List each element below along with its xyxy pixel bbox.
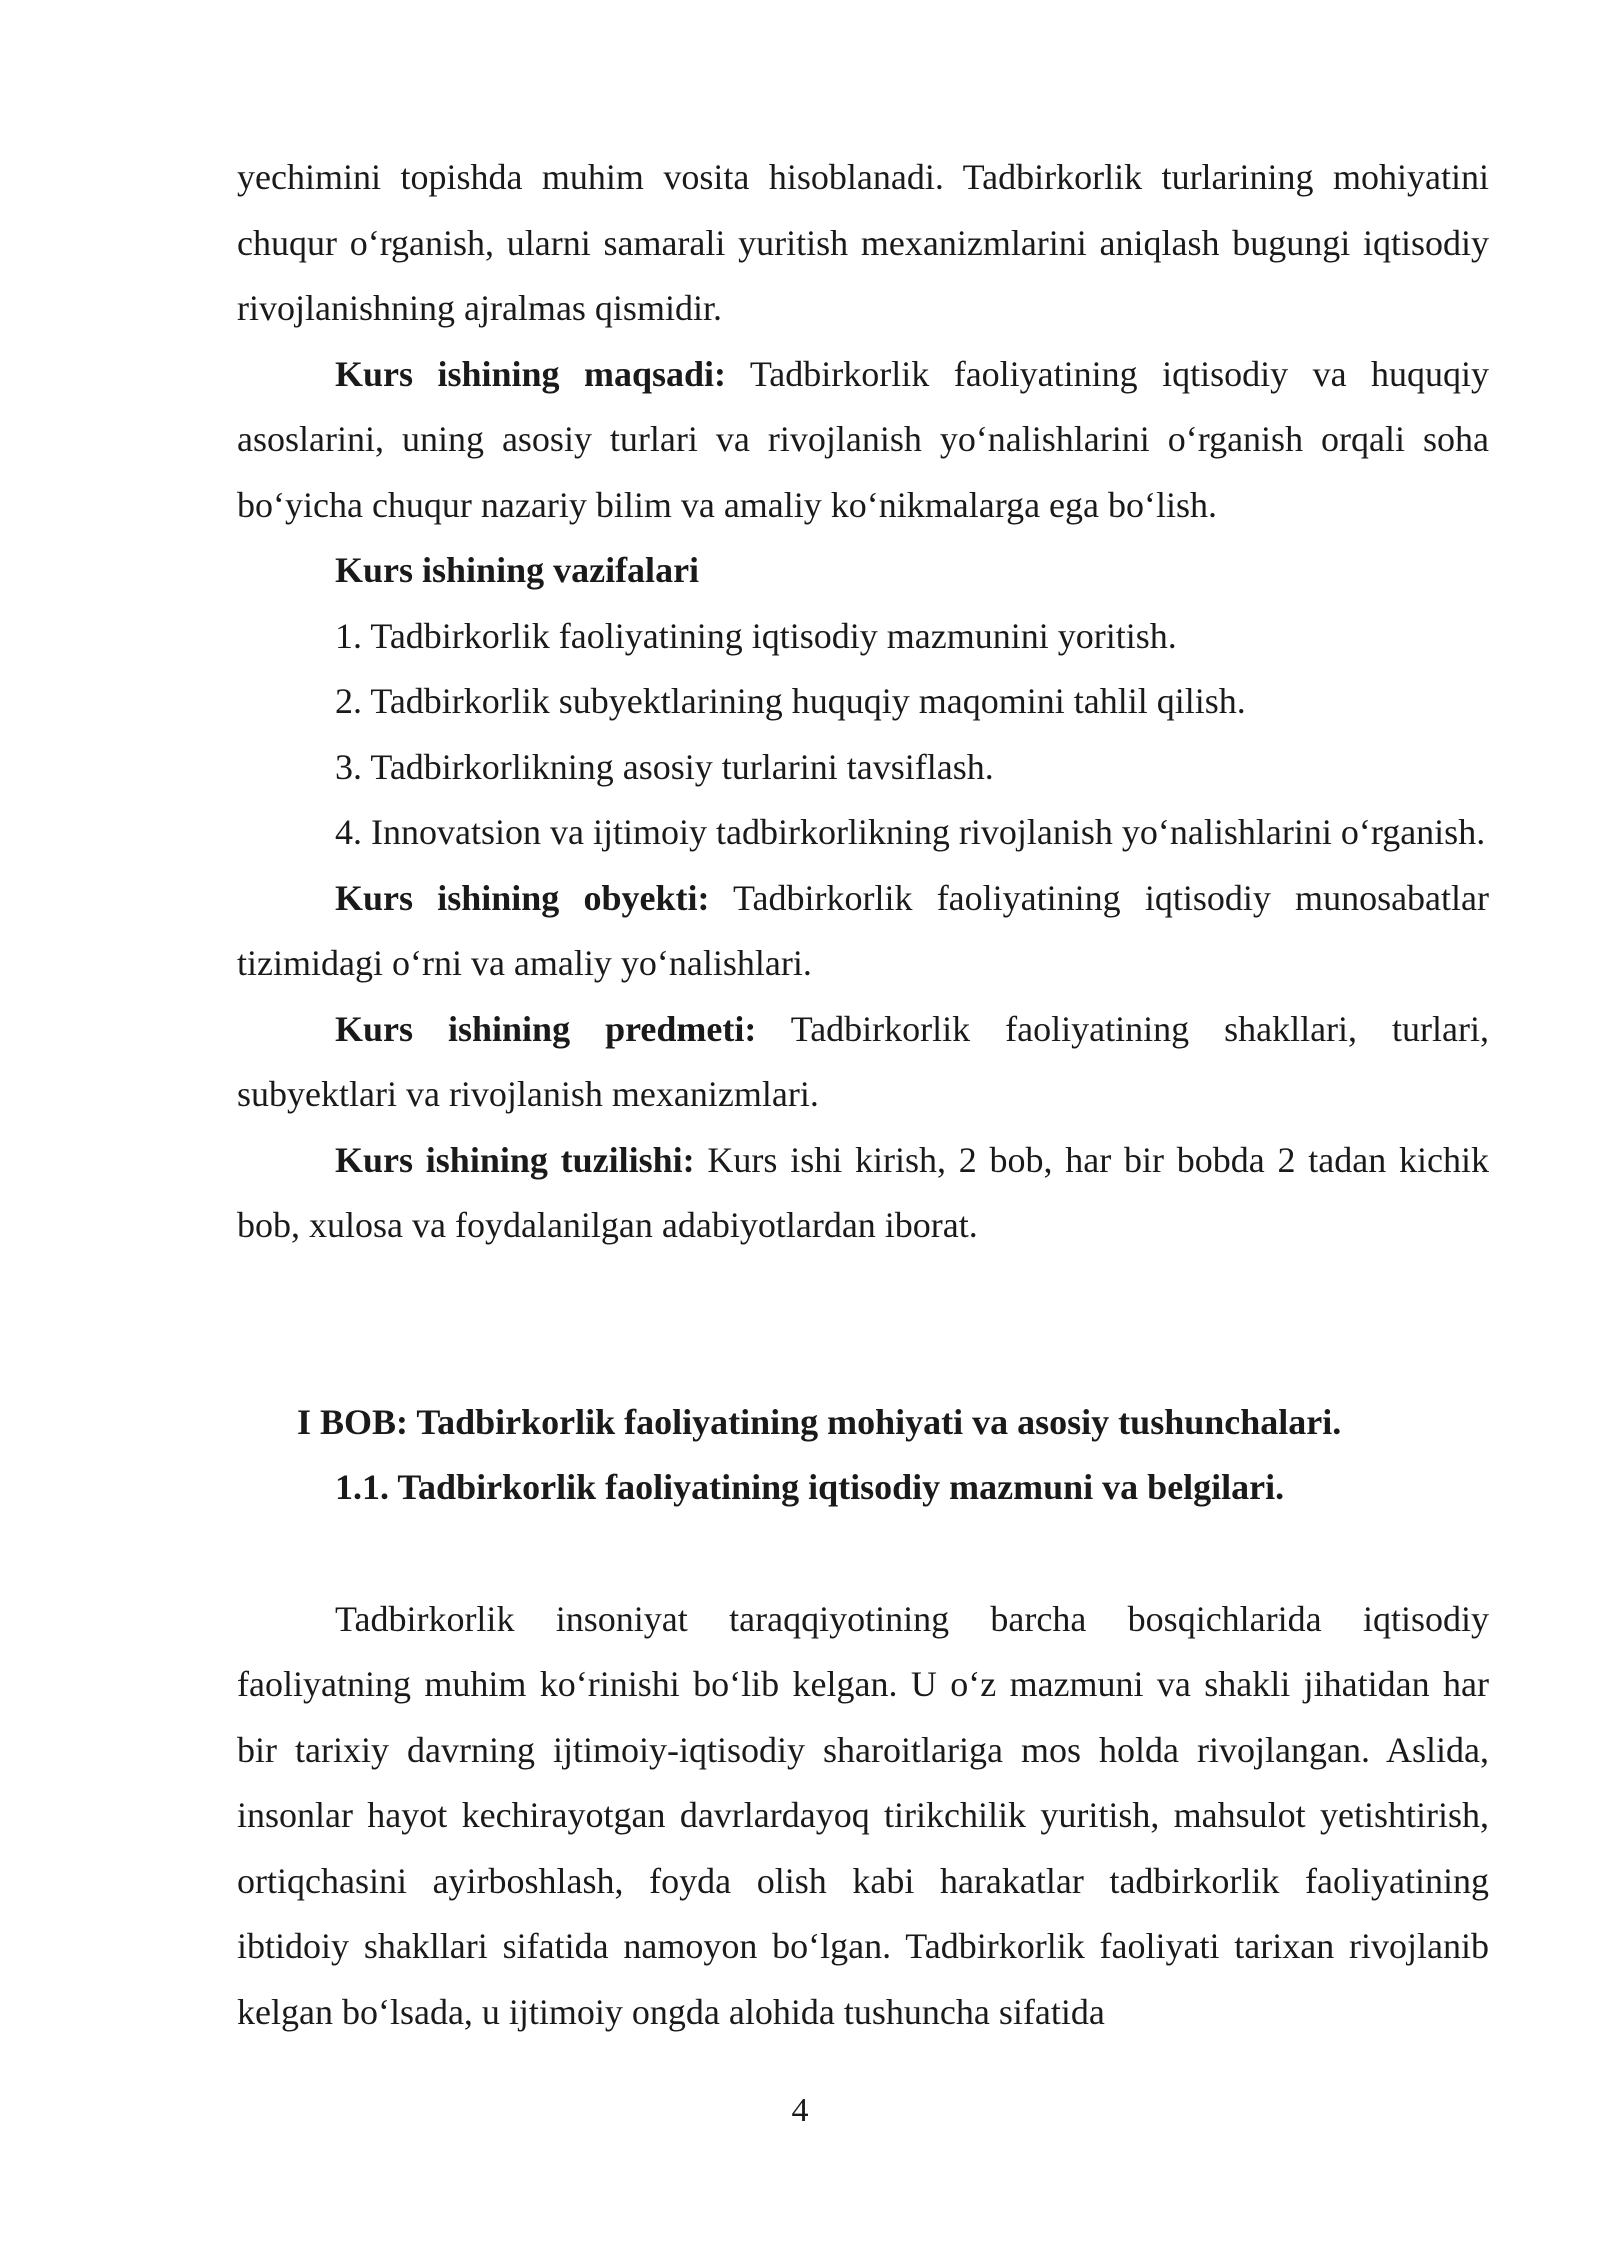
object-label: Kurs ishining obyekti: (335, 877, 710, 918)
task-item-2: 2. Tadbirkorlik subyektlarining huquqiy maqomini tahlil qilish. (335, 681, 1246, 721)
page-number: 4 (791, 2092, 809, 2129)
subject-label: Kurs ishining predmeti: (335, 1008, 757, 1049)
subject-paragraph (237, 997, 1489, 1128)
goal-paragraph (237, 342, 1489, 539)
subject-text: Tadbirkorlik faoliyatining shakllari, turlari, subyektlari va rivojlanish mexanizmlari. (237, 1008, 1489, 1114)
structure-label: Kurs ishining tuzilishi: (335, 1139, 695, 1180)
tasks-heading: Kurs ishining vazifalari (335, 550, 700, 590)
object-paragraph (237, 866, 1489, 997)
intro-continuation-paragraph: yechimini topishda muhim vosita hisoblanadi. Tadbirkorlik turlarining mohiyatini chuqur o‘rganish, ularni samarali yuritish mexanizmlarini aniqlash bugungi iqtisodiy rivojlanishning ajralmas qismidir. (237, 157, 1489, 328)
object-text: Tadbirkorlik faoliyatining iqtisodiy munosabatlar tizimidagi o‘rni va amaliy yo‘nalishlari. (237, 877, 1490, 983)
goal-text: Tadbirkorlik faoliyatining iqtisodiy va huquqiy asoslarini, uning asosiy turlari va rivojlanish yo‘nalishlarini o‘rganish orqali soha bo‘yicha chuqur nazariy bilim va amaliy ko‘nikmalarga ega bo‘lish. (237, 353, 1490, 525)
document-page (237, 145, 1489, 2045)
structure-paragraph (237, 1128, 1489, 1259)
heading-spacer (237, 1521, 1489, 1587)
goal-label: Kurs ishining maqsadi: (335, 353, 727, 394)
section-title: 1.1. Tadbirkorlik faoliyatining iqtisodiy mazmuni va belgilari. (335, 1467, 1285, 1507)
chapter-title: I BOB: Tadbirkorlik faoliyatining mohiyati va asosiy tushunchalari. (297, 1401, 1342, 1442)
task-item-1: 1. Tadbirkorlik faoliyatining iqtisodiy mazmunini yoritish. (335, 615, 1177, 656)
structure-text: Kurs ishi kirish, 2 bob, har bir bobda 2 tadan kichik bob, xulosa va foydalanilgan adabiyotlardan iborat. (237, 1139, 1490, 1245)
task-item-4: 4. Innovatsion va ijtimoiy tadbirkorlikning rivojlanish yo‘nalishlarini o‘rganish. (335, 812, 1486, 852)
body-paragraph: Tadbirkorlik insoniyat taraqqiyotining barcha bosqichlarida iqtisodiy faoliyatning muhim ko‘rinishi bo‘lib kelgan. U o‘z mazmuni va shakli jihatidan har bir tarixiy davrning ijtimoiy-iqtisodiy sharoitlariga mos holda rivojlangan. Aslida, insonlar hayot kechirayotgan davrlardayoq tirikchilik yuritish, mahsulot yetishtirish, ortiqchasini ayirboshlash, foyda olish kabi harakatlar tadbirkorlik faoliyatining ibtidoiy shakllari sifatida namoyon bo‘lgan. Tadbirkorlik faoliyati tarixan rivojlanib kelgan bo‘lsada, u ijtimoiy ongda alohida tushuncha sifatida (237, 1598, 1489, 2032)
section-spacer (237, 1259, 1489, 1390)
task-item-3: 3. Tadbirkorlikning asosiy turlarini tavsiflash. (335, 746, 994, 787)
